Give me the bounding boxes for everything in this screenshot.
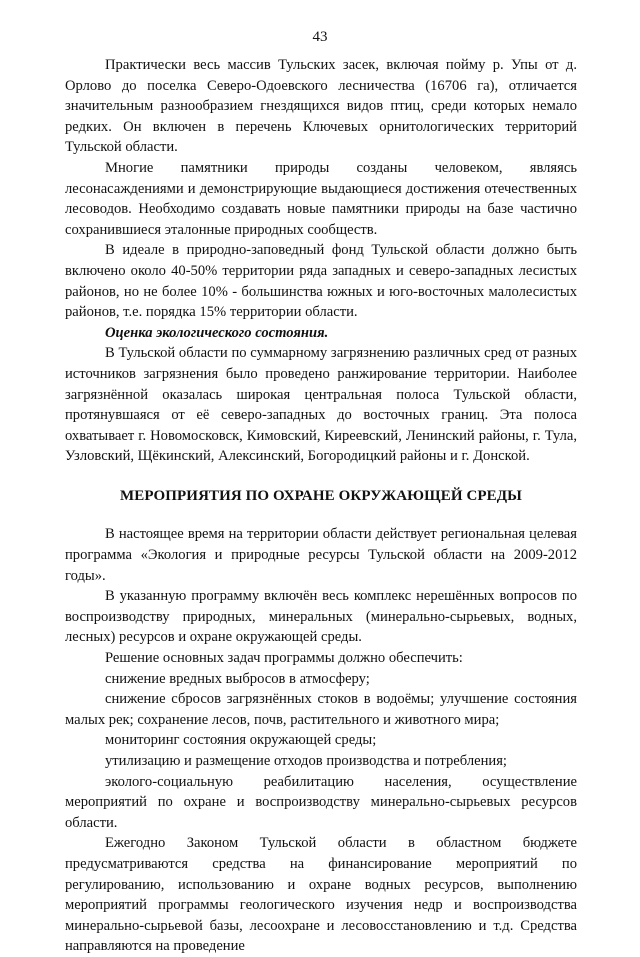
page-number: 43 bbox=[312, 29, 328, 45]
document-body bbox=[65, 55, 577, 957]
list-item: мониторинг состояния окружающей среды; bbox=[105, 732, 377, 749]
paragraph-program-scope: В указанную программу включён весь комплекс нерешённых вопросов по воспроизводству природных, минеральных (минерально-сырьевых, водных, лесных) ресурсов и охране окружающей среды. bbox=[65, 588, 577, 646]
list-item: эколого-социальную реабилитацию населения, осуществление мероприятий по охране и воспроизводству минерально-сырьевых ресурсов области. bbox=[65, 773, 577, 831]
list-item: утилизацию и размещение отходов производства и потребления; bbox=[105, 753, 507, 769]
paragraph-reserve-fund: В идеале в природно-заповедный фонд Тульской области должно быть включено около 40-50% территории ряда западных и северо-западных лесистых районов, но не более 10% - большинства южных и юго-восточных малолесистых районов, т.е. порядка 15% территории области. bbox=[65, 242, 577, 321]
subheading-ecology: Оценка экологического состояния. bbox=[105, 324, 329, 341]
list-item: снижение вредных выбросов в атмосферу; bbox=[105, 670, 370, 687]
paragraph-program-tasks: Решение основных задач программы должно обеспечить: bbox=[105, 650, 463, 667]
paragraph-budget: Ежегодно Законом Тульской области в областном бюджете предусматриваются средства на финансирование мероприятий по регулированию, использованию и охране водных ресурсов, выполнению мероприятий программы геологического изучения недр и воспроизводства минерально-сырьевой базы, лесоохране и лесовосстановлению и т.д. Средства направляются на проведение bbox=[65, 835, 577, 955]
paragraph-tula-zaseki: Практически весь массив Тульских засек, включая пойму р. Упы от д. Орлово до поселка Северо-Одоевского лесничества (16706 га), отличается значительным разнообразием гнездящихся видов птиц, среди которых немало редких. Он включен в перечень Ключевых орнитологических территорий Тульской области. bbox=[65, 57, 577, 156]
section-heading: МЕРОПРИЯТИЯ ПО ОХРАНЕ ОКРУЖАЮЩЕЙ СРЕДЫ bbox=[119, 487, 523, 504]
paragraph-monuments: Многие памятники природы созданы человеком, являясь лесонасаждениями и демонстрирующие выдающиеся достижения отечественных лесоводов. Необходимо создавать новые памятники природы на базе частично сохранившиеся эталонные природных сообществ. bbox=[65, 159, 577, 238]
paragraph-program: В настоящее время на территории области действует региональная целевая программа «Экология и природные ресурсы Тульской области на 2009-2012 годы». bbox=[65, 526, 577, 584]
paragraph-pollution: В Тульской области по суммарному загрязнению различных сред от разных источников загрязнения было проведено ранжирование территории. Наиболее загрязнённой оказалась широкая центральная полоса Тульской области, протянувшаяся от её северо-западных до восточных границ. Эта полоса охватывает г. Новомосковск, Кимовский, Киреевский, Ленинский районы, г. Тула, Узловский, Щёкинский, Алексинский, Богородицкий районы и г. Донской. bbox=[65, 345, 577, 465]
task-list bbox=[65, 669, 577, 834]
list-item: снижение сбросов загрязнённых стоков в водоёмы; улучшение состояния малых рек; сохранение лесов, почв, растительного и животного мира; bbox=[65, 691, 577, 728]
